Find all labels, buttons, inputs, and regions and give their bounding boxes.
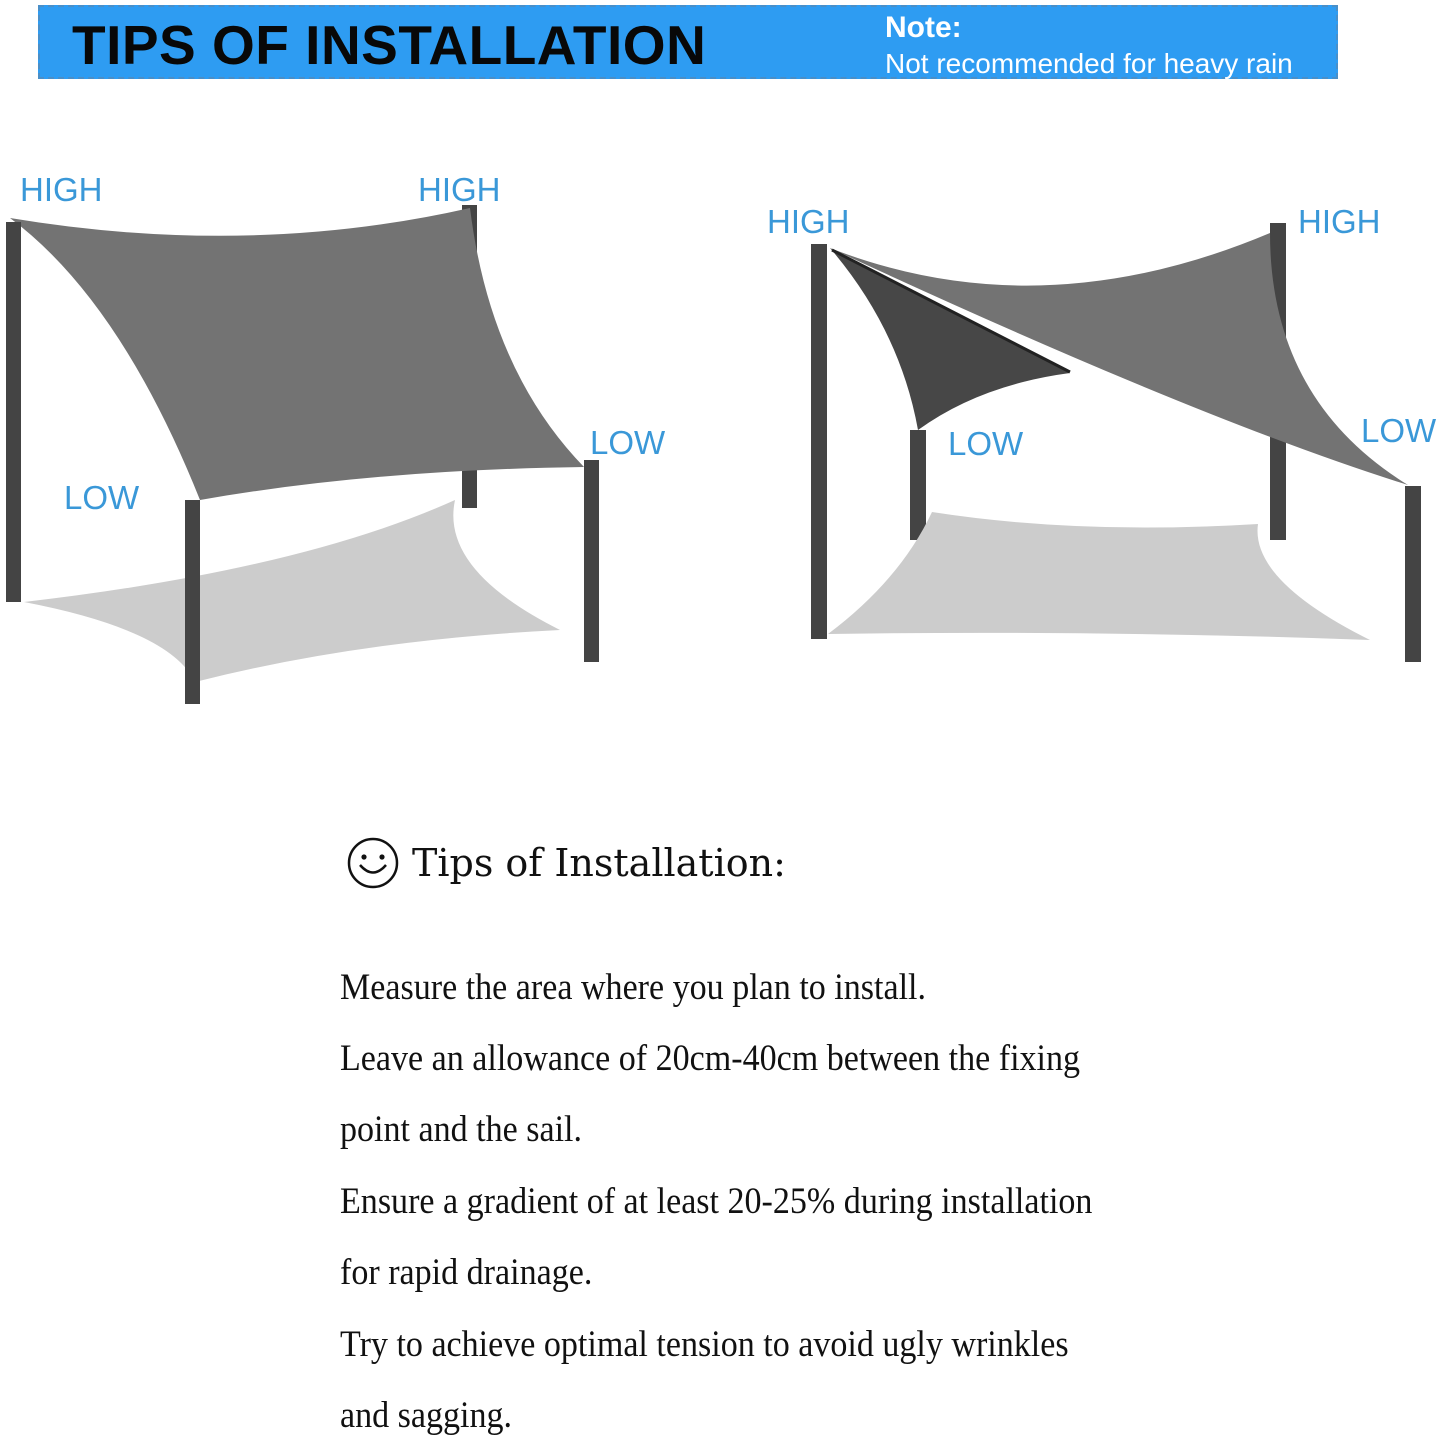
shade-sail-diagrams: [0, 0, 1445, 720]
tips-header: [346, 836, 786, 890]
pole-front-left: [6, 222, 21, 602]
label-high-top-right: HIGH: [1298, 203, 1381, 240]
tip-line: Try to achieve optimal tension to avoid ugly wrinkles: [340, 1324, 1069, 1365]
label-high-top-left: HIGH: [20, 171, 103, 208]
note-text: Not recommended for heavy rain: [885, 48, 1293, 79]
tip-line: for rapid drainage.: [340, 1252, 593, 1293]
tip-line: and sagging.: [340, 1395, 513, 1436]
tip-line: Leave an allowance of 20cm-40cm between the fixing: [340, 1038, 1081, 1079]
label-high-top-right: HIGH: [418, 171, 501, 208]
label-low-bottom-left: LOW: [64, 479, 140, 516]
pole-front-right: [584, 460, 599, 662]
label-low-bottom-right: LOW: [1361, 412, 1437, 449]
tip-line: Ensure a gradient of at least 20-25% during installation: [340, 1181, 1093, 1222]
twisted-sail-diagram: [811, 223, 1421, 662]
label-low-bottom-left: LOW: [948, 425, 1024, 462]
sail-shadow: [24, 500, 560, 682]
tips-title: Tips of Installation:: [412, 841, 786, 885]
banner-title: TIPS OF INSTALLATION: [72, 14, 707, 76]
pole-front-left: [811, 244, 827, 639]
tip-line: Measure the area where you plan to install.: [340, 967, 927, 1008]
sail-canopy: [10, 208, 584, 500]
rectangular-sail-diagram: [6, 205, 599, 704]
pole-front-center: [185, 500, 200, 704]
label-high-top-left: HIGH: [767, 203, 850, 240]
pole-back-left: [910, 430, 926, 540]
pole-front-right: [1405, 486, 1421, 662]
sail-shadow: [828, 512, 1370, 640]
note-label: Note:: [885, 11, 962, 44]
smiley-icon: [346, 836, 400, 890]
tip-line: point and the sail.: [340, 1109, 583, 1150]
label-low-bottom-right: LOW: [590, 424, 666, 461]
